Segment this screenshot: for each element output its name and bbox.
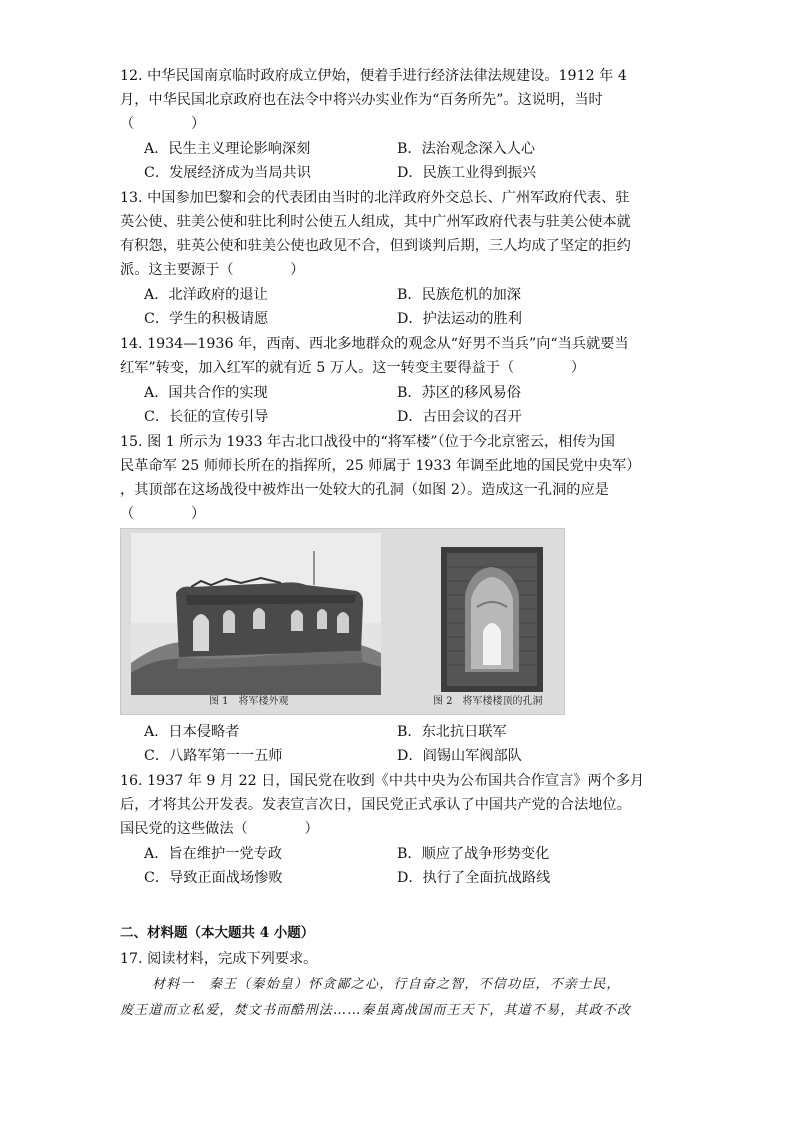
- fig2-hole-photo: [441, 547, 543, 692]
- q12-line-3: （ ）: [120, 116, 206, 132]
- q15-line-1: 15. 图 1 所示为 1933 年古北口战役中的“将军楼”（位于今北京密云，相传为国: [120, 434, 615, 450]
- q14-line-2: 红军”转变，加入红军的就有近 5 万人。这一转变主要得益于（ ）: [120, 360, 586, 376]
- q13-option-c: C．学生的积极请愿: [144, 311, 269, 327]
- q16-line-2: 后，才将其公开发表。发表宣言次日，国民党正式承认了中国共产党的合法地位。: [120, 797, 631, 813]
- q12-line-2: 月，中华民国北京政府也在法令中将兴办实业作为“百务所先”。这说明，当时: [120, 92, 603, 108]
- q17-line-1: 17. 阅读材料，完成下列要求。: [120, 951, 318, 967]
- q16-option-a: A．旨在维护一党专政: [144, 846, 282, 862]
- fig1-caption: 图 1 将军楼外观: [209, 696, 289, 707]
- q13-line-2: 英公使、驻美公使和驻比利时公使五人组成，其中广州军政府代表与驻美公使本就: [120, 214, 631, 230]
- fig1-tower-photo: [131, 533, 381, 695]
- q13-option-d: D．护法运动的胜利: [397, 311, 522, 327]
- q12-option-b: B．法治观念深入人心: [397, 141, 536, 157]
- q14-option-b: B．苏区的移风易俗: [397, 385, 521, 401]
- q12-line-1: 12. 中华民国南京临时政府成立伊始，便着手进行经济法律法规建设。1912 年 4: [120, 68, 627, 84]
- q13-line-1: 13. 中国参加巴黎和会的代表团由当时的北洋政府外交总长、广州军政府代表、驻: [120, 190, 630, 206]
- q14-line-1: 14. 1934—1936 年，西南、西北多地群众的观念从“好男不当兵”向“当兵就要当: [120, 336, 629, 352]
- q15-option-d: D．阎锡山军阀部队: [397, 748, 522, 764]
- q15-line-2: 民革命军 25 师师长所在的指挥所，25 师属于 1933 年调至此地的国民党中央军）: [120, 458, 641, 474]
- q15-option-a: A．日本侵略者: [144, 724, 240, 740]
- q16-line-1: 16. 1937 年 9 月 22 日，国民党在收到《中共中央为公布国共合作宣言》两个多月: [120, 773, 645, 789]
- q13-option-a: A．北洋政府的退让: [144, 287, 268, 303]
- figure-panel: [120, 528, 565, 715]
- section-heading-materials: 二、材料题（本大题共 4 小题）: [120, 925, 315, 941]
- fig2-caption: 图 2 将军楼楼顶的孔洞: [433, 696, 543, 707]
- q17-material-1-line-1: 材料一 秦王（秦始皇）怀贪鄙之心，行自奋之智，不信功臣，不亲士民，: [152, 977, 621, 992]
- q15-line-4: （ ）: [120, 506, 206, 522]
- q12-option-c: C．发展经济成为当局共识: [144, 165, 311, 181]
- q16-option-c: C．导致正面战场惨败: [144, 870, 283, 886]
- q14-option-d: D．古田会议的召开: [397, 409, 522, 425]
- q16-line-3: 国民党的这些做法（ ）: [120, 821, 319, 837]
- q13-line-3: 有积怨，驻英公使和驻美公使也政见不合，但到谈判后期，三人均成了坚定的拒约: [120, 238, 631, 254]
- q14-option-c: C．长征的宣传引导: [144, 409, 269, 425]
- q15-option-c: C．八路军第一一五师: [144, 748, 283, 764]
- q12-option-d: D．民族工业得到振兴: [397, 165, 537, 181]
- q16-option-d: D．执行了全面抗战路线: [397, 870, 551, 886]
- q13-line-4: 派。这主要源于（ ）: [120, 262, 305, 278]
- q15-option-b: B．东北抗日联军: [397, 724, 507, 740]
- q15-line-3: ，其顶部在这场战役中被炸出一处较大的孔洞（如图 2）。造成这一孔洞的应是: [120, 482, 609, 498]
- q12-option-a: A．民生主义理论影响深刻: [144, 141, 311, 157]
- q14-option-a: A．国共合作的实现: [144, 385, 268, 401]
- q17-material-1-line-2: 废王道而立私爱，焚文书而酷刑法……秦虽离战国而王天下，其道不易，其政不改: [120, 1003, 632, 1018]
- q13-option-b: B．民族危机的加深: [397, 287, 521, 303]
- q16-option-b: B．顺应了战争形势变化: [397, 846, 550, 862]
